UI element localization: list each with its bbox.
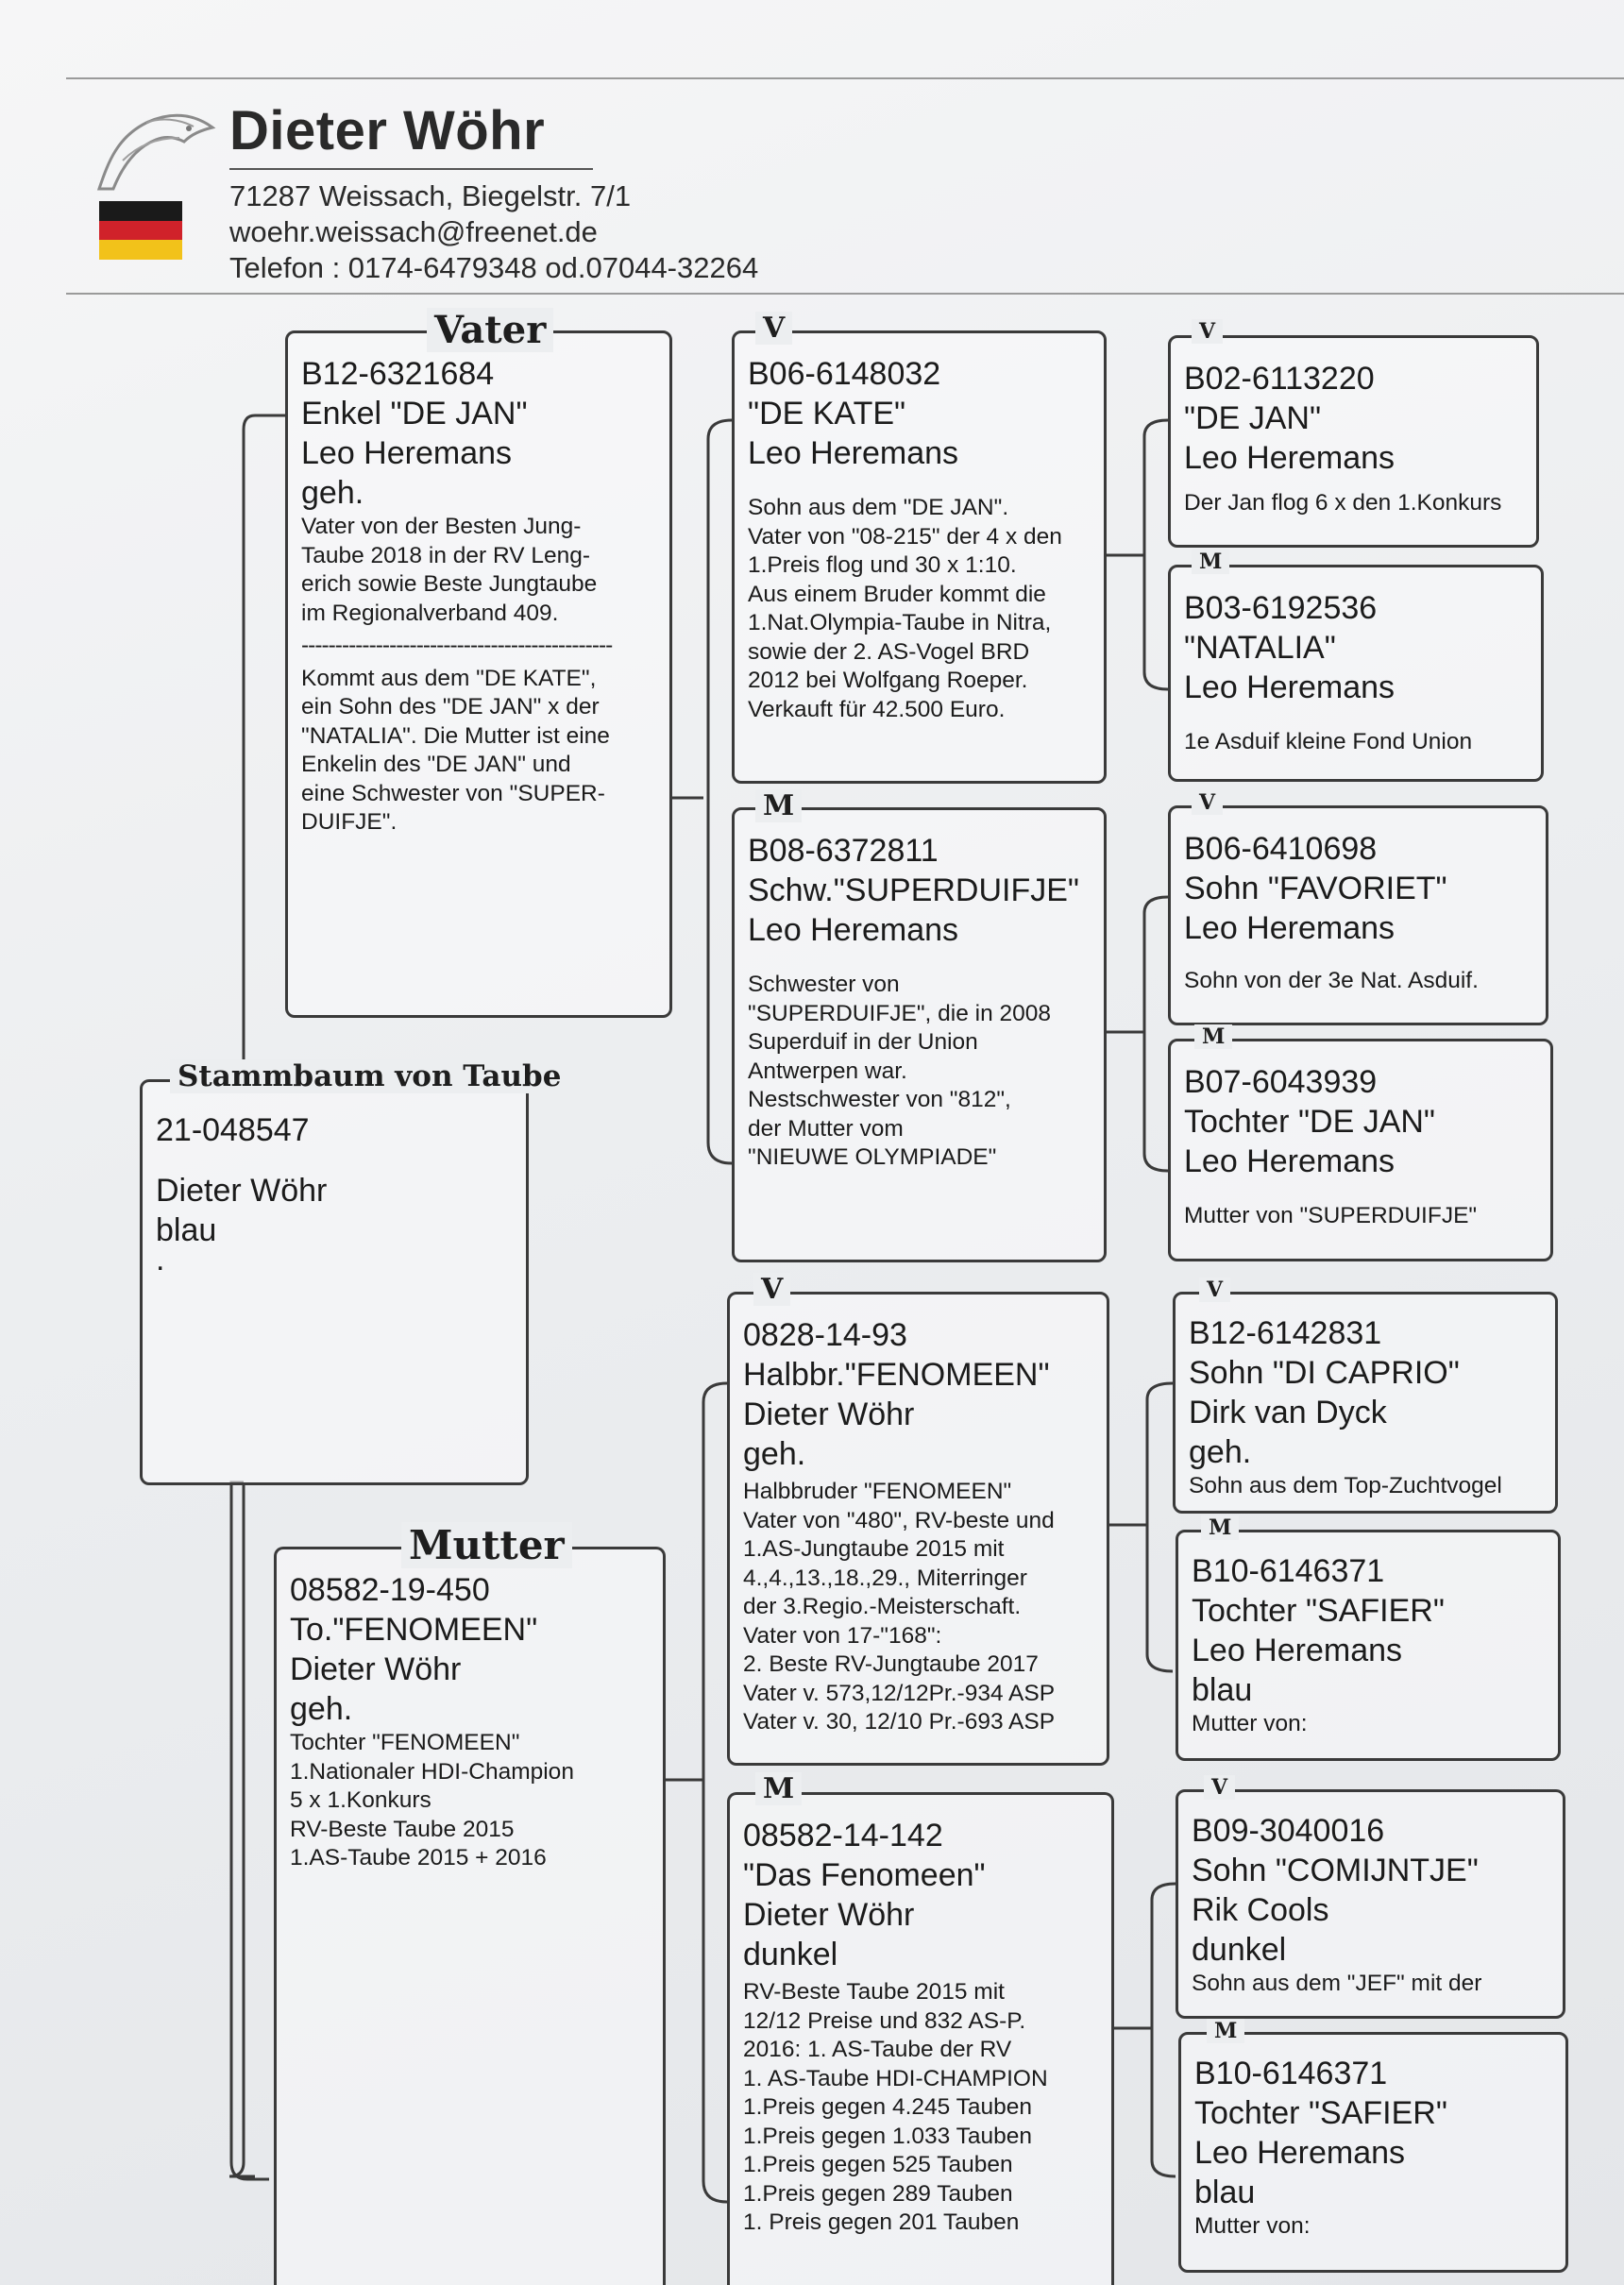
- fmm-name: Tochter "DE JAN": [1184, 1104, 1435, 1140]
- mother-card: [274, 1547, 666, 2285]
- maternal-grandmother-breeder: Dieter Wöhr: [743, 1897, 915, 1933]
- note-line: 1.AS-Taube 2015 + 2016: [290, 1845, 547, 1870]
- ffm-m-label: M: [1192, 550, 1229, 574]
- note-line: "NIEUWE OLYMPIADE": [748, 1144, 997, 1170]
- fmf-name: Sohn "FAVORIET": [1184, 871, 1447, 906]
- note-line: 1.AS-Jungtaube 2015 mit: [743, 1536, 1005, 1562]
- maternal-grandmother-name: "Das Fenomeen": [743, 1857, 986, 1893]
- maternal-grandfather-card: [727, 1292, 1109, 1766]
- maternal-grandmother-color: dunkel: [743, 1937, 838, 1972]
- note-line: im Regionalverband 409.: [301, 600, 559, 626]
- paternal-grandmother-name: Schw."SUPERDUIFJE": [748, 872, 1079, 908]
- owner-name: Dieter Wöhr: [229, 100, 546, 161]
- note-line: 1.Nat.Olympia-Taube in Nitra,: [748, 610, 1052, 635]
- mfm-ring: B10-6146371: [1192, 1553, 1385, 1589]
- paternal-grandfather-name: "DE KATE": [748, 396, 906, 432]
- note-line: 1e Asduif kleine Fond Union: [1184, 729, 1473, 754]
- card-fmf: [1168, 805, 1548, 1025]
- maternal-grandfather-v-label: V: [753, 1273, 790, 1306]
- mother-color: geh.: [290, 1691, 353, 1727]
- mother-label: Mutter: [401, 1522, 572, 1568]
- note-line: 1. AS-Taube HDI-CHAMPION: [743, 2065, 1048, 2091]
- note-line: 1.Preis gegen 525 Tauben: [743, 2152, 1013, 2177]
- paternal-grandfather-card: [732, 330, 1107, 784]
- note-line: "SUPERDUIFJE", die in 2008: [748, 1000, 1052, 1026]
- paternal-grandmother-ring: B08-6372811: [748, 833, 939, 869]
- fmm-ring: B07-6043939: [1184, 1064, 1378, 1100]
- card-mfm: [1176, 1530, 1561, 1761]
- mother-name: To."FENOMEEN": [290, 1612, 538, 1648]
- note-line: Superduif in der Union: [748, 1029, 978, 1055]
- paternal-grandmother-breeder: Leo Heremans: [748, 912, 959, 948]
- note-line: Sohn aus dem "JEF" mit der: [1192, 1971, 1482, 1996]
- paternal-grandmother-card: [732, 807, 1107, 1262]
- note-line: RV-Beste Taube 2015 mit: [743, 1979, 1005, 2005]
- note-line: eine Schwester von "SUPER-: [301, 780, 605, 806]
- note-line: Sohn von der 3e Nat. Asduif.: [1184, 968, 1479, 993]
- note-line: ein Sohn des "DE JAN" x der: [301, 694, 600, 719]
- paternal-grandfather-v-label: V: [755, 312, 792, 345]
- mmm-breeder: Leo Heremans: [1194, 2135, 1406, 2171]
- note-line: 2016: 1. AS-Taube der RV: [743, 2037, 1012, 2062]
- note-line: 1.Preis gegen 289 Tauben: [743, 2180, 1013, 2207]
- note-line: Mutter von:: [1194, 2213, 1311, 2239]
- note-line: 2012 bei Wolfgang Roeper.: [748, 668, 1028, 693]
- note-line: 2. Beste RV-Jungtaube 2017: [743, 1651, 1039, 1677]
- note-line: Kommt aus dem "DE KATE",: [301, 665, 597, 691]
- ffm-name: "NATALIA": [1184, 630, 1336, 666]
- maternal-grandfather-ring: 0828-14-93: [743, 1317, 907, 1353]
- fmm-m-label: M: [1194, 1024, 1232, 1049]
- maternal-grandfather-color: geh.: [743, 1436, 806, 1472]
- mfm-color: blau: [1192, 1672, 1253, 1708]
- note-line: 1.Preis gegen 4.245 Tauben: [743, 2094, 1033, 2120]
- mff-name: Sohn "DI CAPRIO": [1189, 1355, 1460, 1391]
- father-card: [285, 330, 672, 1018]
- fff-breeder: Leo Heremans: [1184, 440, 1396, 476]
- mmm-m-label: M: [1207, 2019, 1244, 2043]
- note-line: erich sowie Beste Jungtaube: [301, 571, 598, 597]
- note-line: "NATALIA". Die Mutter ist eine: [301, 722, 610, 749]
- maternal-grandmother-m-label: M: [755, 1772, 802, 1805]
- mmf-name: Sohn "COMIJNTJE": [1192, 1853, 1479, 1888]
- mfm-breeder: Leo Heremans: [1192, 1633, 1403, 1668]
- subject-ring-number: 21-048547: [156, 1112, 310, 1148]
- note-line: 1.Preis flog und 30 x 1:10.: [748, 552, 1017, 578]
- note-line: Mutter von "SUPERDUIFJE": [1184, 1203, 1478, 1228]
- note-line: 12/12 Preise und 832 AS-P.: [743, 2007, 1026, 2034]
- note-line: Vater von der Besten Jung-: [301, 514, 582, 539]
- note-line: RV-Beste Taube 2015: [290, 1816, 515, 1842]
- note-line: Vater von 17-"168":: [743, 1622, 942, 1649]
- note-line: Tochter "FENOMEEN": [290, 1730, 520, 1755]
- maternal-grandfather-breeder: Dieter Wöhr: [743, 1396, 915, 1432]
- ffm-ring: B03-6192536: [1184, 590, 1378, 626]
- fmf-v-label: V: [1192, 790, 1223, 815]
- note-line: Sohn aus dem Top-Zuchtvogel: [1189, 1473, 1502, 1498]
- mfm-m-label: M: [1201, 1515, 1239, 1540]
- note-line: Vater v. 573,12/12Pr.-934 ASP: [743, 1680, 1056, 1706]
- note-line: Nestschwester von "812",: [748, 1087, 1011, 1112]
- note-line: sowie der 2. AS-Vogel BRD: [748, 638, 1030, 665]
- fff-v-label: V: [1192, 319, 1223, 344]
- mmf-color: dunkel: [1192, 1932, 1287, 1968]
- note-line: Aus einem Bruder kommt die: [748, 581, 1046, 607]
- note-line: Vater von "08-215" der 4 x den: [748, 523, 1062, 550]
- owner-phone: Telefon : 0174-6479348 od.07044-32264: [229, 251, 759, 284]
- fmm-breeder: Leo Heremans: [1184, 1143, 1396, 1179]
- note-line: 4.,4.,13.,18.,29., Miterringer: [743, 1565, 1027, 1591]
- fff-ring: B02-6113220: [1184, 361, 1375, 397]
- ffm-breeder: Leo Heremans: [1184, 669, 1396, 705]
- note-line: 1.Nationaler HDI-Champion: [290, 1758, 574, 1785]
- note-line: der 3.Regio.-Meisterschaft.: [743, 1594, 1022, 1619]
- card-mff: [1173, 1292, 1558, 1514]
- father-name: Enkel "DE JAN": [301, 396, 528, 432]
- note-line: 1.Preis gegen 1.033 Tauben: [743, 2123, 1033, 2149]
- fmf-ring: B06-6410698: [1184, 831, 1378, 867]
- paternal-grandmother-m-label: M: [755, 789, 802, 822]
- note-line: Vater von "480", RV-beste und: [743, 1507, 1055, 1533]
- note-line: Der Jan flog 6 x den 1.Konkurs: [1184, 490, 1502, 516]
- mmm-color: blau: [1194, 2175, 1256, 2210]
- subject-pigeon-card: [140, 1079, 529, 1485]
- mff-color: geh.: [1189, 1434, 1252, 1470]
- mmf-ring: B09-3040016: [1192, 1813, 1385, 1849]
- note-line: 1. Preis gegen 201 Tauben: [743, 2209, 1020, 2235]
- subject-label: Stammbaum von Taube: [170, 1059, 568, 1093]
- father-ring-number: B12-6321684: [301, 356, 495, 392]
- card-mmf: [1176, 1789, 1565, 2019]
- note-line: Verkauft für 42.500 Euro.: [748, 696, 1006, 722]
- father-breeder: Leo Heremans: [301, 435, 513, 471]
- note-line: 5 x 1.Konkurs: [290, 1787, 431, 1813]
- note-line: Antwerpen war.: [748, 1058, 907, 1084]
- father-label: Vater: [427, 308, 553, 352]
- maternal-grandfather-name: Halbbr."FENOMEEN": [743, 1357, 1050, 1393]
- mfm-name: Tochter "SAFIER": [1192, 1593, 1445, 1629]
- note-line: Mutter von:: [1192, 1711, 1308, 1736]
- mother-breeder: Dieter Wöhr: [290, 1651, 462, 1687]
- father-notes-separator: ----------------------------------------------: [301, 633, 613, 658]
- card-fff: [1168, 335, 1539, 548]
- maternal-grandmother-card: [727, 1792, 1114, 2285]
- subject-color: blau: [156, 1212, 217, 1248]
- note-line: Vater v. 30, 12/10 Pr.-693 ASP: [743, 1709, 1056, 1735]
- note-line: Halbbruder "FENOMEEN": [743, 1479, 1012, 1504]
- card-mmm: [1178, 2032, 1568, 2273]
- note-line: Sohn aus dem "DE JAN".: [748, 495, 1009, 520]
- mff-ring: B12-6142831: [1189, 1315, 1382, 1351]
- mmm-ring: B10-6146371: [1194, 2056, 1388, 2091]
- note-line: Schwester von: [748, 972, 900, 997]
- subject-breeder: Dieter Wöhr: [156, 1173, 328, 1209]
- fmf-breeder: Leo Heremans: [1184, 910, 1396, 946]
- owner-address: 71287 Weissach, Biegelstr. 7/1: [229, 179, 632, 212]
- card-ffm: [1168, 565, 1544, 782]
- mmm-name: Tochter "SAFIER": [1194, 2095, 1447, 2131]
- note-line: DUIFJE".: [301, 809, 398, 835]
- maternal-grandmother-ring: 08582-14-142: [743, 1818, 943, 1853]
- paternal-grandfather-ring: B06-6148032: [748, 356, 941, 392]
- fff-name: "DE JAN": [1184, 400, 1322, 436]
- father-color: geh.: [301, 475, 364, 511]
- mff-breeder: Dirk van Dyck: [1189, 1395, 1387, 1430]
- paternal-grandfather-breeder: Leo Heremans: [748, 435, 959, 471]
- note-line: der Mutter vom: [748, 1115, 904, 1142]
- mmf-breeder: Rik Cools: [1192, 1892, 1329, 1928]
- mmf-v-label: V: [1204, 1775, 1235, 1800]
- note-line: Taube 2018 in der RV Leng-: [301, 542, 591, 568]
- mother-ring-number: 08582-19-450: [290, 1572, 490, 1608]
- owner-email[interactable]: woehr.weissach@freenet.de: [229, 215, 598, 248]
- note-line: Enkelin des "DE JAN" und: [301, 752, 571, 777]
- mff-v-label: V: [1199, 1278, 1230, 1302]
- card-fmm: [1168, 1039, 1553, 1261]
- subject-dot: .: [156, 1242, 165, 1278]
